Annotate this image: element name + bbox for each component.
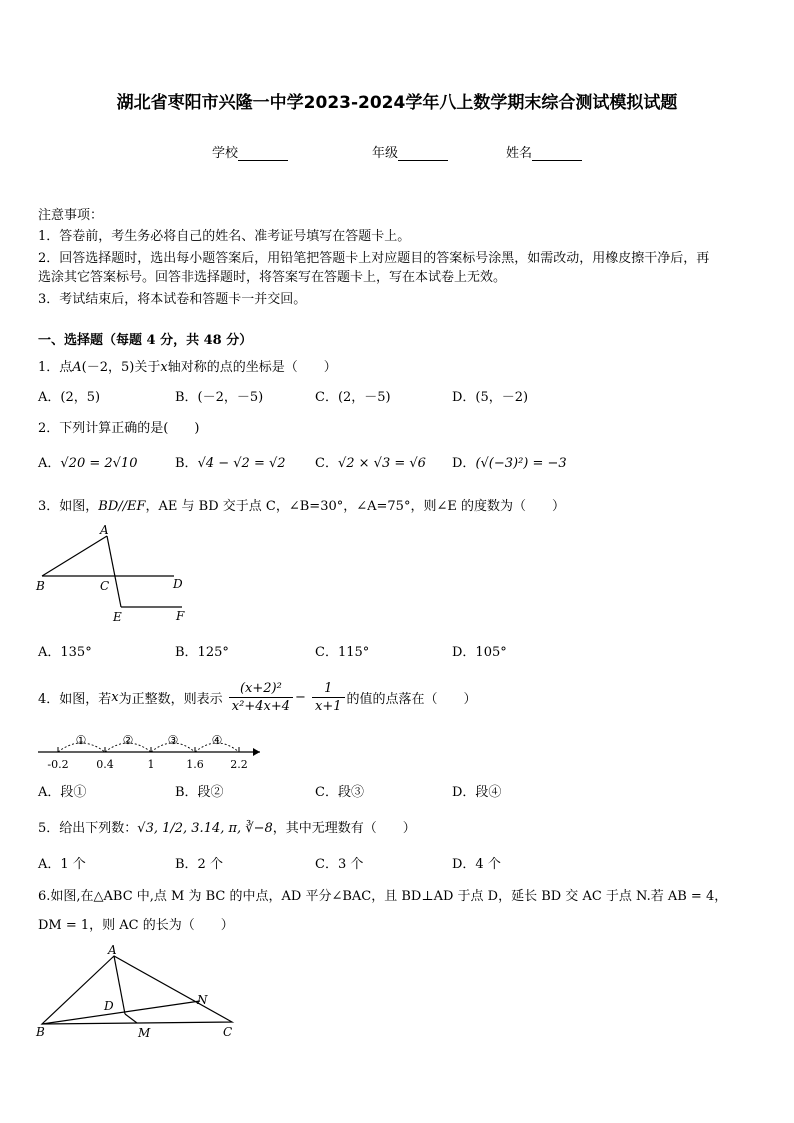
q5-option-d[interactable]: D．4 个 [452,857,501,872]
segment-2-label: ② [122,733,134,747]
q1-option-d[interactable]: D．(5，－2) [452,390,529,405]
triangle-abc [42,956,232,1024]
notes-heading: 注意事项： [38,208,104,223]
number-line-ticks [58,747,239,752]
school-field[interactable] [212,142,288,161]
q4-number-line [34,728,264,772]
name-label: 姓名 [506,146,533,161]
q4-option-c[interactable]: C．段③ [315,785,364,800]
q3-option-a[interactable]: A．135° [38,645,92,660]
label-b: B [36,1025,45,1039]
tick-label-2: 0.4 [96,758,114,771]
line-dm [125,1014,137,1023]
segment-4-label: ④ [211,733,223,747]
q2-stem: 2．下列计算正确的是( ) [38,421,200,436]
label-c: C [223,1025,233,1039]
tick-label-5: 2.2 [230,758,248,771]
segment-3-label: ③ [167,733,179,747]
grade-label: 年级 [372,146,399,161]
label-c: C [100,579,110,593]
q3-option-c[interactable]: C．115° [315,645,370,660]
q1-option-a[interactable]: A．(2，5) [38,390,101,405]
q4-option-b[interactable]: B．段② [175,785,224,800]
label-n: N [197,993,208,1007]
note-3: 3．考试结束后，将本试卷和答题卡一并交回。 [38,292,307,307]
q1-stem: 1．点A(－2，5)关于x轴对称的点的坐标是（ ） [38,360,337,375]
label-a: A [108,943,117,957]
grade-field[interactable] [372,142,448,161]
note-1: 1．答卷前，考生务必将自己的姓名、准考证号填写在答题卡上。 [38,229,411,244]
label-e: E [113,610,122,624]
q5-number-list: √3, 1/2, 3.14, π, ∛−8 [137,821,273,836]
label-a: A [100,523,109,537]
segment-1-label: ① [75,733,87,747]
q2-option-c[interactable]: C．√2 × √3 = √6 [315,456,426,471]
q5-option-b[interactable]: B．2 个 [175,857,223,872]
line-ad [114,956,125,1014]
page-title: 湖北省枣阳市兴隆一中学2023-2024学年八上数学期末综合测试模拟试题 [116,93,678,113]
q5-stem: 5．给出下列数：√3, 1/2, 3.14, π, ∛−8，其中无理数有（ ） [38,821,416,836]
q4-option-d[interactable]: D．段④ [452,785,502,800]
q2-option-b[interactable]: B．√4 − √2 = √2 [175,456,286,471]
label-d: D [104,999,114,1013]
q5-option-c[interactable]: C．3 个 [315,857,364,872]
tick-label-4: 1.6 [186,758,204,771]
q6-stem-line1: 6.如图,在△ABC 中,点 M 为 BC 的中点，AD 平分∠BAC，且 BD⊥AD 于点 D，延长 BD 交 AC 于点 N.若 AB = 4， [38,889,728,904]
tick-label-3: 1 [147,758,155,771]
line-ae [107,536,121,607]
note-2a: 2．回答选择题时，选出每小题答案后，用铅笔把答题卡上对应题目的答案标号涂黑，如需改动，用橡皮擦干净后，再 [38,251,710,266]
label-m: M [138,1026,151,1040]
tick-label-1: -0.2 [47,758,69,771]
line-bn [42,1001,200,1024]
q3-option-b[interactable]: B．125° [175,645,229,660]
q6-figure [30,940,250,1044]
q4-stem: 4．如图，若x为正整数，则表示 $\frac{\text{(x+2)²}}{\text{x²+4x+4}}$ − $\frac{1}{x+1}$ 的值的点落在（ ） [38,681,477,714]
q4-fraction-2: $\frac{1}{x+1}$ [312,680,345,715]
q4-option-a[interactable]: A．段① [38,785,87,800]
line-ba [42,536,107,576]
label-b: B [36,579,45,593]
q2-option-a[interactable]: A．√20 = 2√10 [38,456,138,471]
q2-option-d[interactable]: D．(√(−3)²) = −3 [452,456,567,471]
note-2b: 选涂其它答案标号。回答非选择题时，将答案写在答题卡上，写在本试卷上无效。 [38,270,507,285]
q3-figure [30,518,200,628]
label-f: F [176,609,185,623]
q1-option-c[interactable]: C．(2，－5) [315,390,391,405]
q4-fraction-1: $\frac{\text{(x+2)²}}{\text{x²+4x+4}}$ [229,680,293,715]
q3-option-d[interactable]: D．105° [452,645,507,660]
name-field[interactable] [506,142,582,161]
q6-stem-line2: DM = 1，则 AC 的长为（ ） [38,918,234,933]
q5-option-a[interactable]: A．1 个 [38,857,86,872]
label-d: D [173,577,183,591]
section-heading: 一、选择题（每题 4 分，共 48 分） [38,333,253,348]
school-label: 学校 [212,146,239,161]
q1-option-b[interactable]: B．(－2，－5) [175,390,264,405]
q3-stem: 3．如图，BD//EF，AE 与 BD 交于点 C，∠B=30°，∠A=75°，则∠E 的度数为（ ） [38,499,565,514]
